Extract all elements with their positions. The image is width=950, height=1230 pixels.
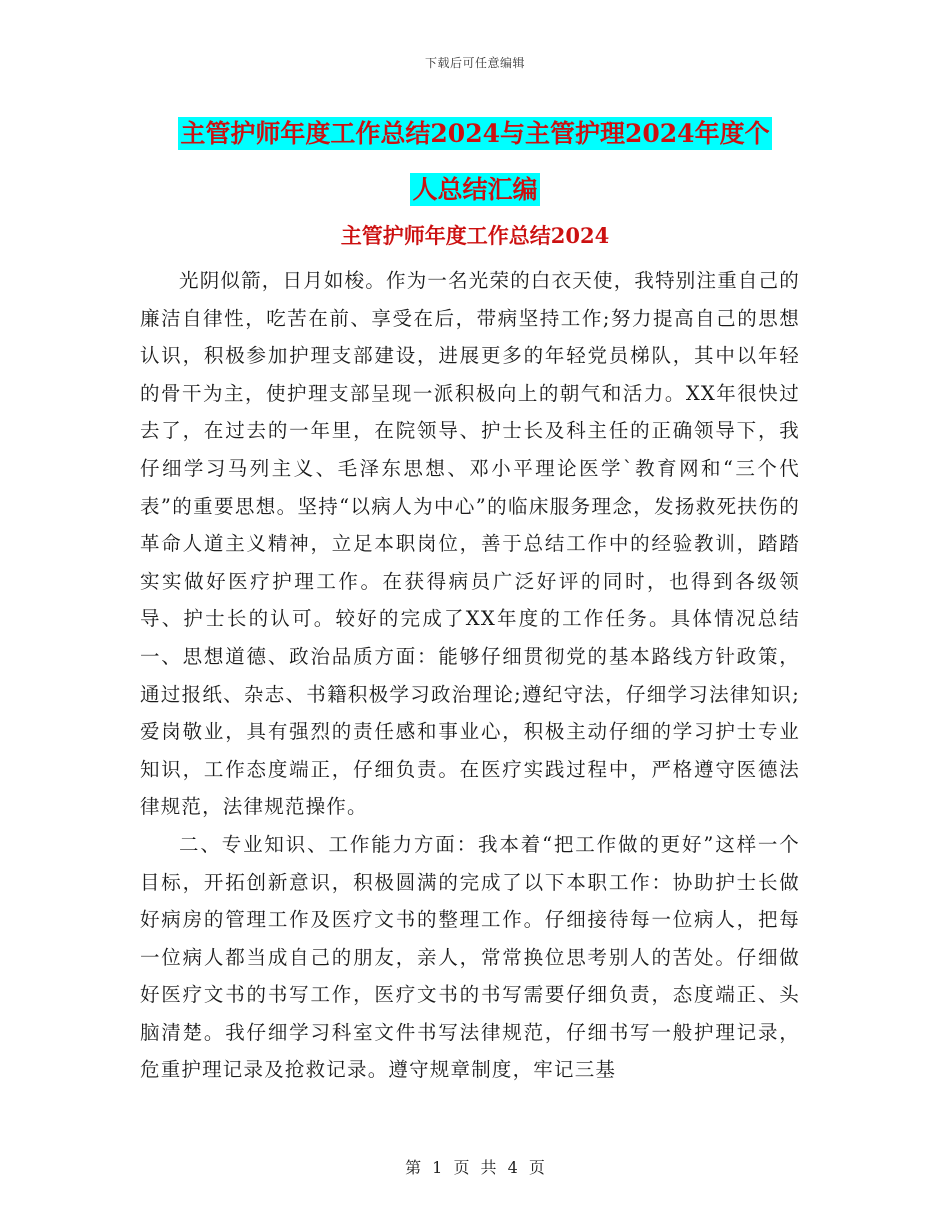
document-title-line-1: 主管护师年度工作总结2024与主管护理2024年度个 — [180, 119, 770, 148]
page-header-note: 下载后可任意编辑 — [424, 56, 525, 70]
body-paragraph: 二、专业知识、工作能力方面：我本着“把工作做的更好”这样一个目标，开拓创新意识，积极圆满的完成了以下本职工作：协助护士长做好病房的管理工作及医疗文书的整理工作。仔细接待每一位病人，把每一位病人都当成自己的朋友，亲人，常常换位思考别人的苦处。仔细做好医疗文书的书写工作，医疗文书的书写需要仔细负责，态度端正、头脑清楚。我仔细学习科室文件书写法律规范，仔细书写一般护理记录，危重护理记录及抢救记录。遵守规章制度，牢记三基 — [140, 832, 800, 1082]
page-number-footer: 第 1 页 共 4 页 — [405, 1158, 545, 1177]
document-body — [140, 262, 800, 1089]
document-title — [0, 108, 950, 216]
document-title-line-2: 人总结汇编 — [412, 175, 538, 204]
body-paragraph: 光阴似箭，日月如梭。作为一名光荣的白衣天使，我特别注重自己的廉洁自律性，吃苦在前、享受在后，带病坚持工作;努力提高自己的思想认识，积极参加护理支部建设，进展更多的年轻党员梯队，其中以年轻的骨干为主，使护理支部呈现一派积极向上的朝气和活力。XX年很快过去了，在过去的一年里，在院领导、护士长及科主任的正确领导下，我仔细学习马列主义、毛泽东思想、邓小平理论医学`教育网和“三个代表”的重要思想。坚持“以病人为中心”的临床服务理念，发扬救死扶伤的革命人道主义精神，立足本职岗位，善于总结工作中的经验教训，踏踏实实做好医疗护理工作。在获得病员广泛好评的同时，也得到各级领导、护士长的认可。较好的完成了XX年度的工作任务。具体情况总结一、思想道德、政治品质方面：能够仔细贯彻党的基本路线方针政策，通过报纸、杂志、书籍积极学习政治理论;遵纪守法，仔细学习法律知识;爱岗敬业，具有强烈的责任感和事业心，积极主动仔细的学习护士专业知识，工作态度端正，仔细负责。在医疗实践过程中，严格遵守医德法律规范，法律规范操作。 — [140, 269, 801, 819]
section-title: 主管护师年度工作总结2024 — [340, 223, 610, 248]
